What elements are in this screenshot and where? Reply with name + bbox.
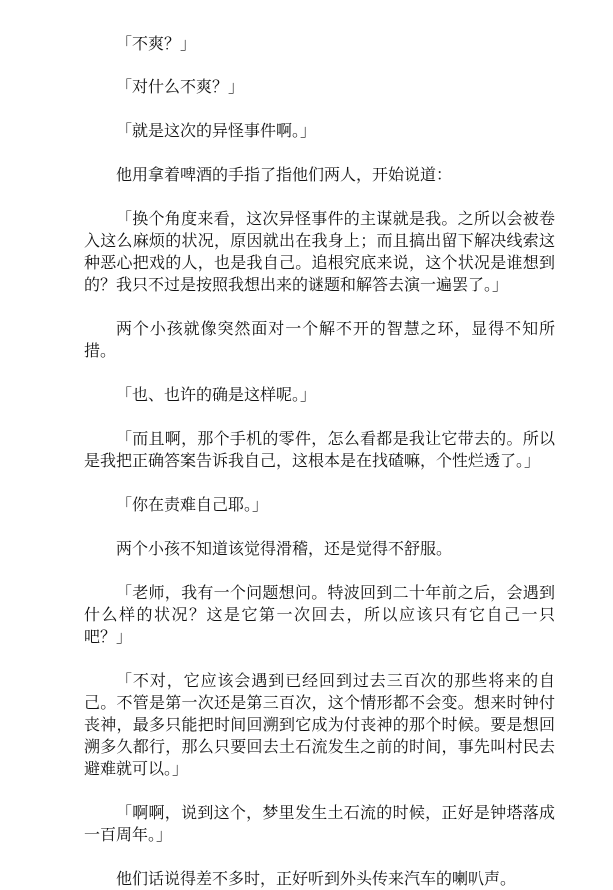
dialogue-paragraph: 「不对，它应该会遇到已经回到过去三百次的那些将来的自己。不管是第一次还是第三百次，这个情形都不会变。想来时钟付丧神，最多只能把时间回溯到它成为付丧神的那个时候。要是想回溯多久都行，那么只要回去土石流发生之前的时间，事先叫村民去避难就可以。」 xyxy=(84,671,555,778)
dialogue-paragraph: 「而且啊，那个手机的零件，怎么看都是我让它带去的。所以是我把正确答案告诉我自己，这根本是在找碴嘛，个性烂透了。」 xyxy=(84,429,555,470)
narration-paragraph: 他用拿着啤酒的手指了指他们两人，开始说道： xyxy=(116,165,453,184)
narration-paragraph: 他们话说得差不多时，正好听到外头传来汽车的喇叭声。 xyxy=(116,869,517,888)
dialogue-paragraph: 「换个角度来看，这次异怪事件的主谋就是我。之所以会被卷入这么麻烦的状况，原因就出在我身上；而且搞出留下解决线索这种恶心把戏的人，也是我自己。追根究底来说，这个状况是谁想到的？我只不过是按照我想出来的谜题和解答去演一遍罢了。」 xyxy=(84,209,555,294)
dialogue-paragraph: 「老师，我有一个问题想问。特波回到二十年前之后，会遇到什么样的状况？这是它第一次回去，所以应该只有它自己一只吧？」 xyxy=(84,583,555,646)
narration-paragraph: 两个小孩就像突然面对一个解不开的智慧之环，显得不知所措。 xyxy=(84,319,555,360)
dialogue-paragraph: 「就是这次的异怪事件啊。」 xyxy=(116,121,317,140)
narration-paragraph: 两个小孩不知道该觉得滑稽，还是觉得不舒服。 xyxy=(116,539,453,558)
dialogue-paragraph: 「不爽？」 xyxy=(116,34,197,53)
dialogue-paragraph: 「对什么不爽？」 xyxy=(116,77,245,96)
dialogue-paragraph: 「你在责难自己耶。」 xyxy=(116,495,269,514)
dialogue-paragraph: 「啊啊，说到这个，梦里发生土石流的时候，正好是钟塔落成一百周年。」 xyxy=(84,803,555,844)
dialogue-paragraph: 「也、也许的确是这样呢。」 xyxy=(116,385,317,404)
